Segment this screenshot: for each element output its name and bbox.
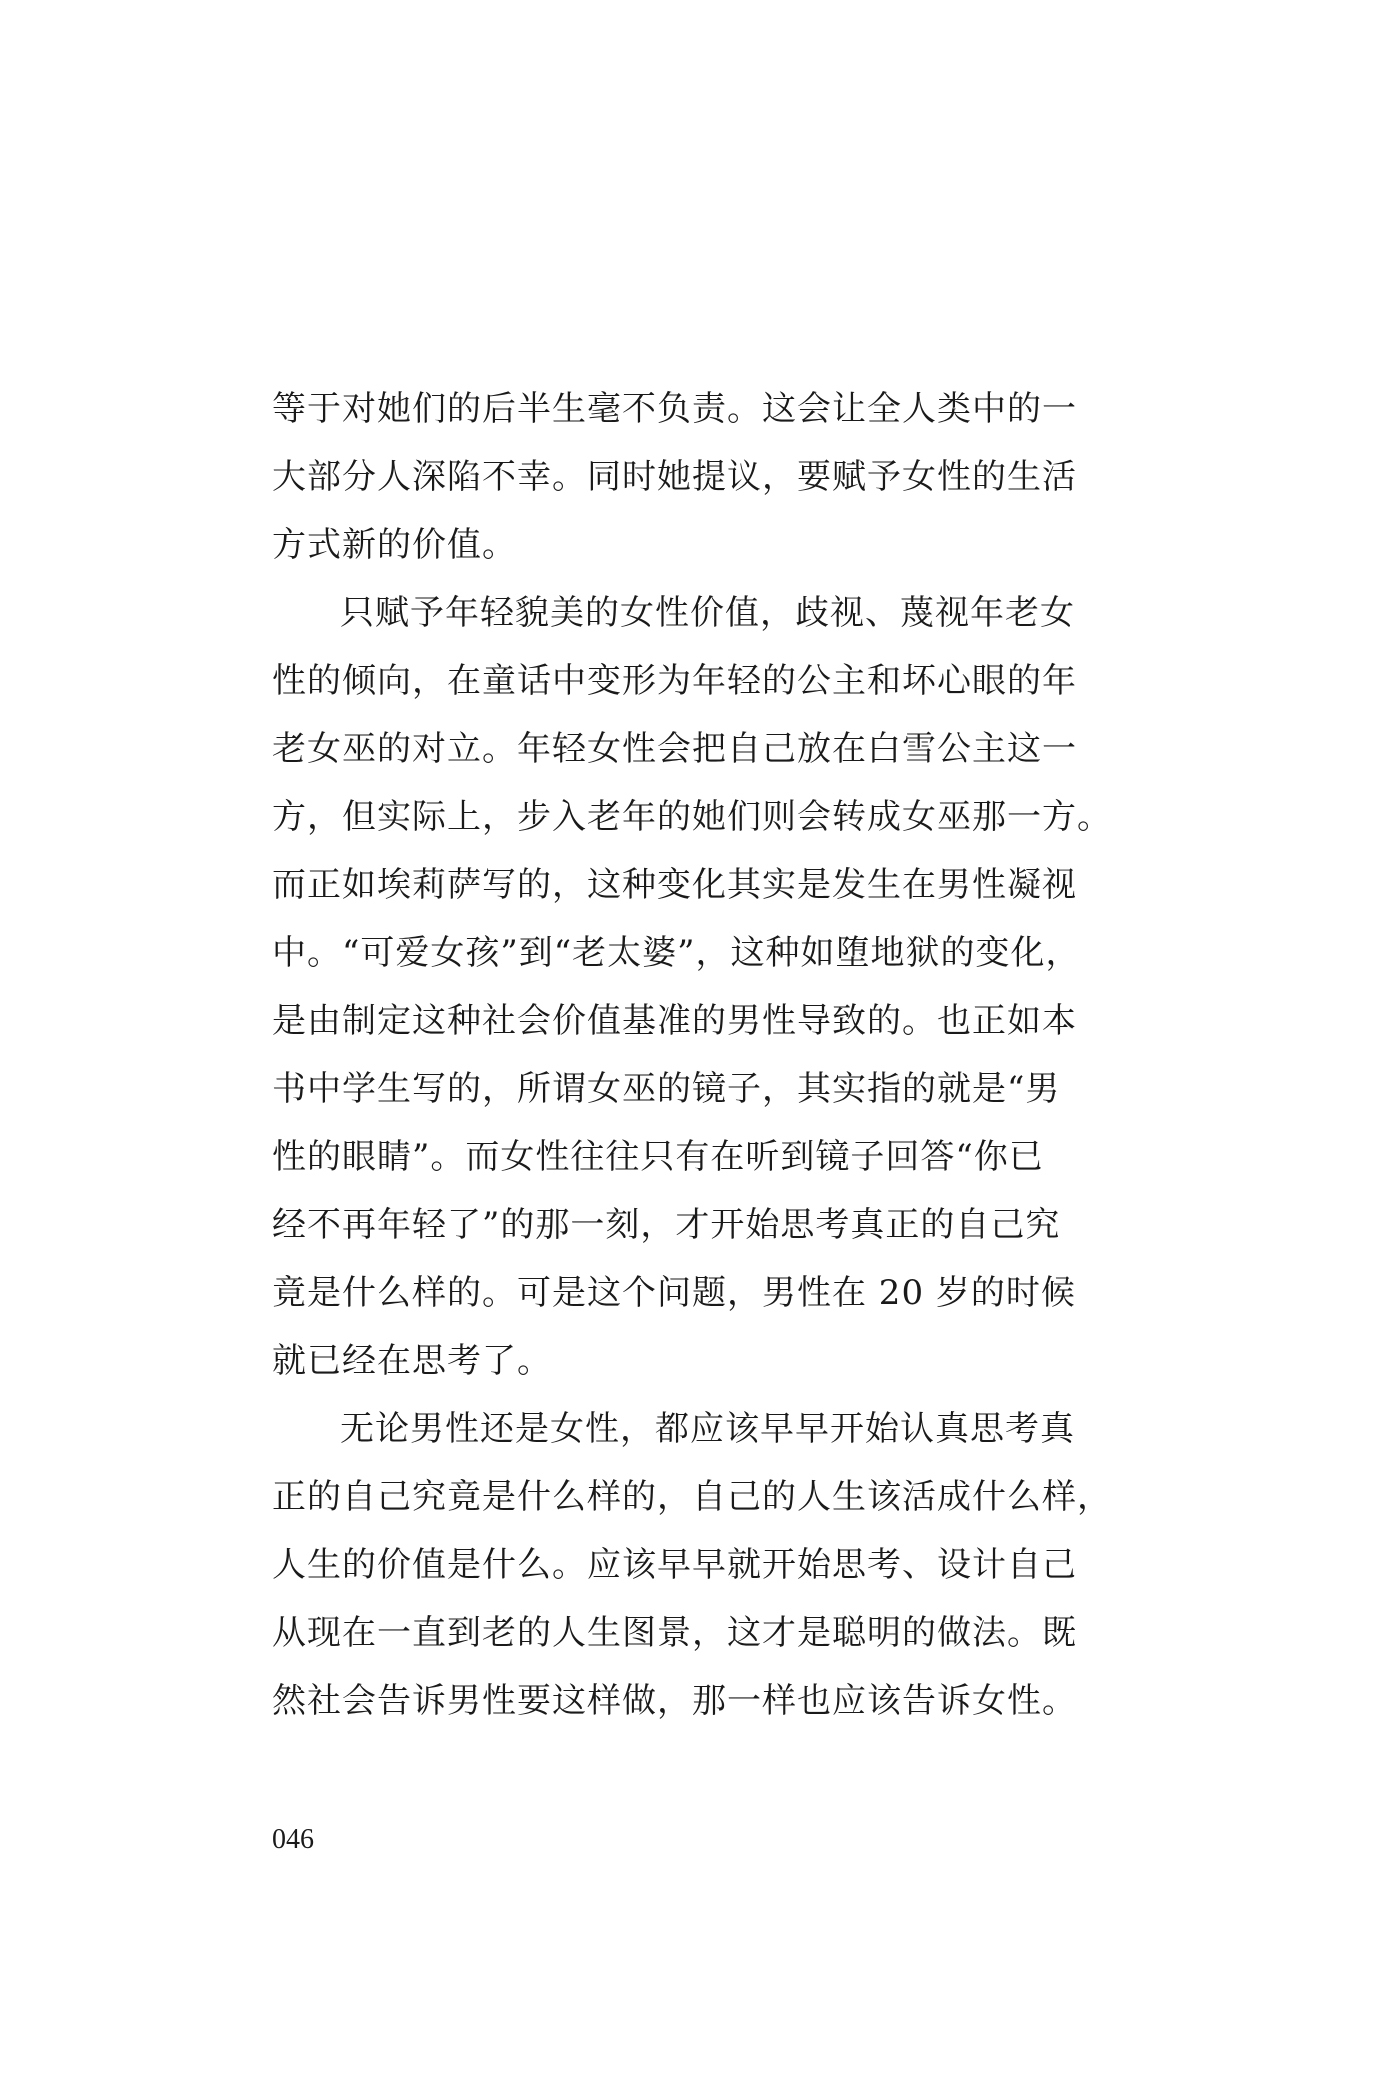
text-line: 人生的价值是什么。应该早早就开始思考、设计自己 <box>272 1545 1077 1585</box>
text-line: 书中学生写的，所谓女巫的镜子，其实指的就是“男 <box>272 1069 1061 1109</box>
text-line: 方，但实际上，步入老年的她们则会转成女巫那一方。 <box>272 797 1112 837</box>
text-line: 性的眼睛”。而女性往往只有在听到镜子回答“你已 <box>272 1137 1044 1177</box>
paragraph-first-line: 无论男性还是女性，都应该早早开始认真思考真 <box>340 1409 1075 1449</box>
text-line: 而正如埃莉萨写的，这种变化其实是发生在男性凝视 <box>272 865 1077 905</box>
text-line: 然社会告诉男性要这样做，那一样也应该告诉女性。 <box>272 1681 1077 1721</box>
text-line: 大部分人深陷不幸。同时她提议，要赋予女性的生活 <box>272 457 1077 497</box>
page-number: 046 <box>272 1824 314 1855</box>
text-line: 竟是什么样的。可是这个问题，男性在 20 岁的时候 <box>272 1273 1076 1313</box>
paragraph-first-line: 只赋予年轻貌美的女性价值，歧视、蔑视年老女 <box>340 593 1075 633</box>
text-line: 方式新的价值。 <box>272 525 517 565</box>
text-line: 经不再年轻了”的那一刻，才开始思考真正的自己究 <box>272 1205 1061 1245</box>
text-line: 是由制定这种社会价值基准的男性导致的。也正如本 <box>272 1001 1077 1041</box>
text-line: 等于对她们的后半生毫不负责。这会让全人类中的一 <box>272 389 1077 429</box>
text-line: 中。“可爱女孩”到“老太婆”，这种如堕地狱的变化， <box>272 933 1081 973</box>
text-line: 就已经在思考了。 <box>272 1341 552 1381</box>
text-line: 从现在一直到老的人生图景，这才是聪明的做法。既 <box>272 1613 1077 1653</box>
text-line: 性的倾向，在童话中变形为年轻的公主和坏心眼的年 <box>272 661 1077 701</box>
text-line: 老女巫的对立。年轻女性会把自己放在白雪公主这一 <box>272 729 1077 769</box>
text-line: 正的自己究竟是什么样的，自己的人生该活成什么样， <box>272 1477 1112 1517</box>
